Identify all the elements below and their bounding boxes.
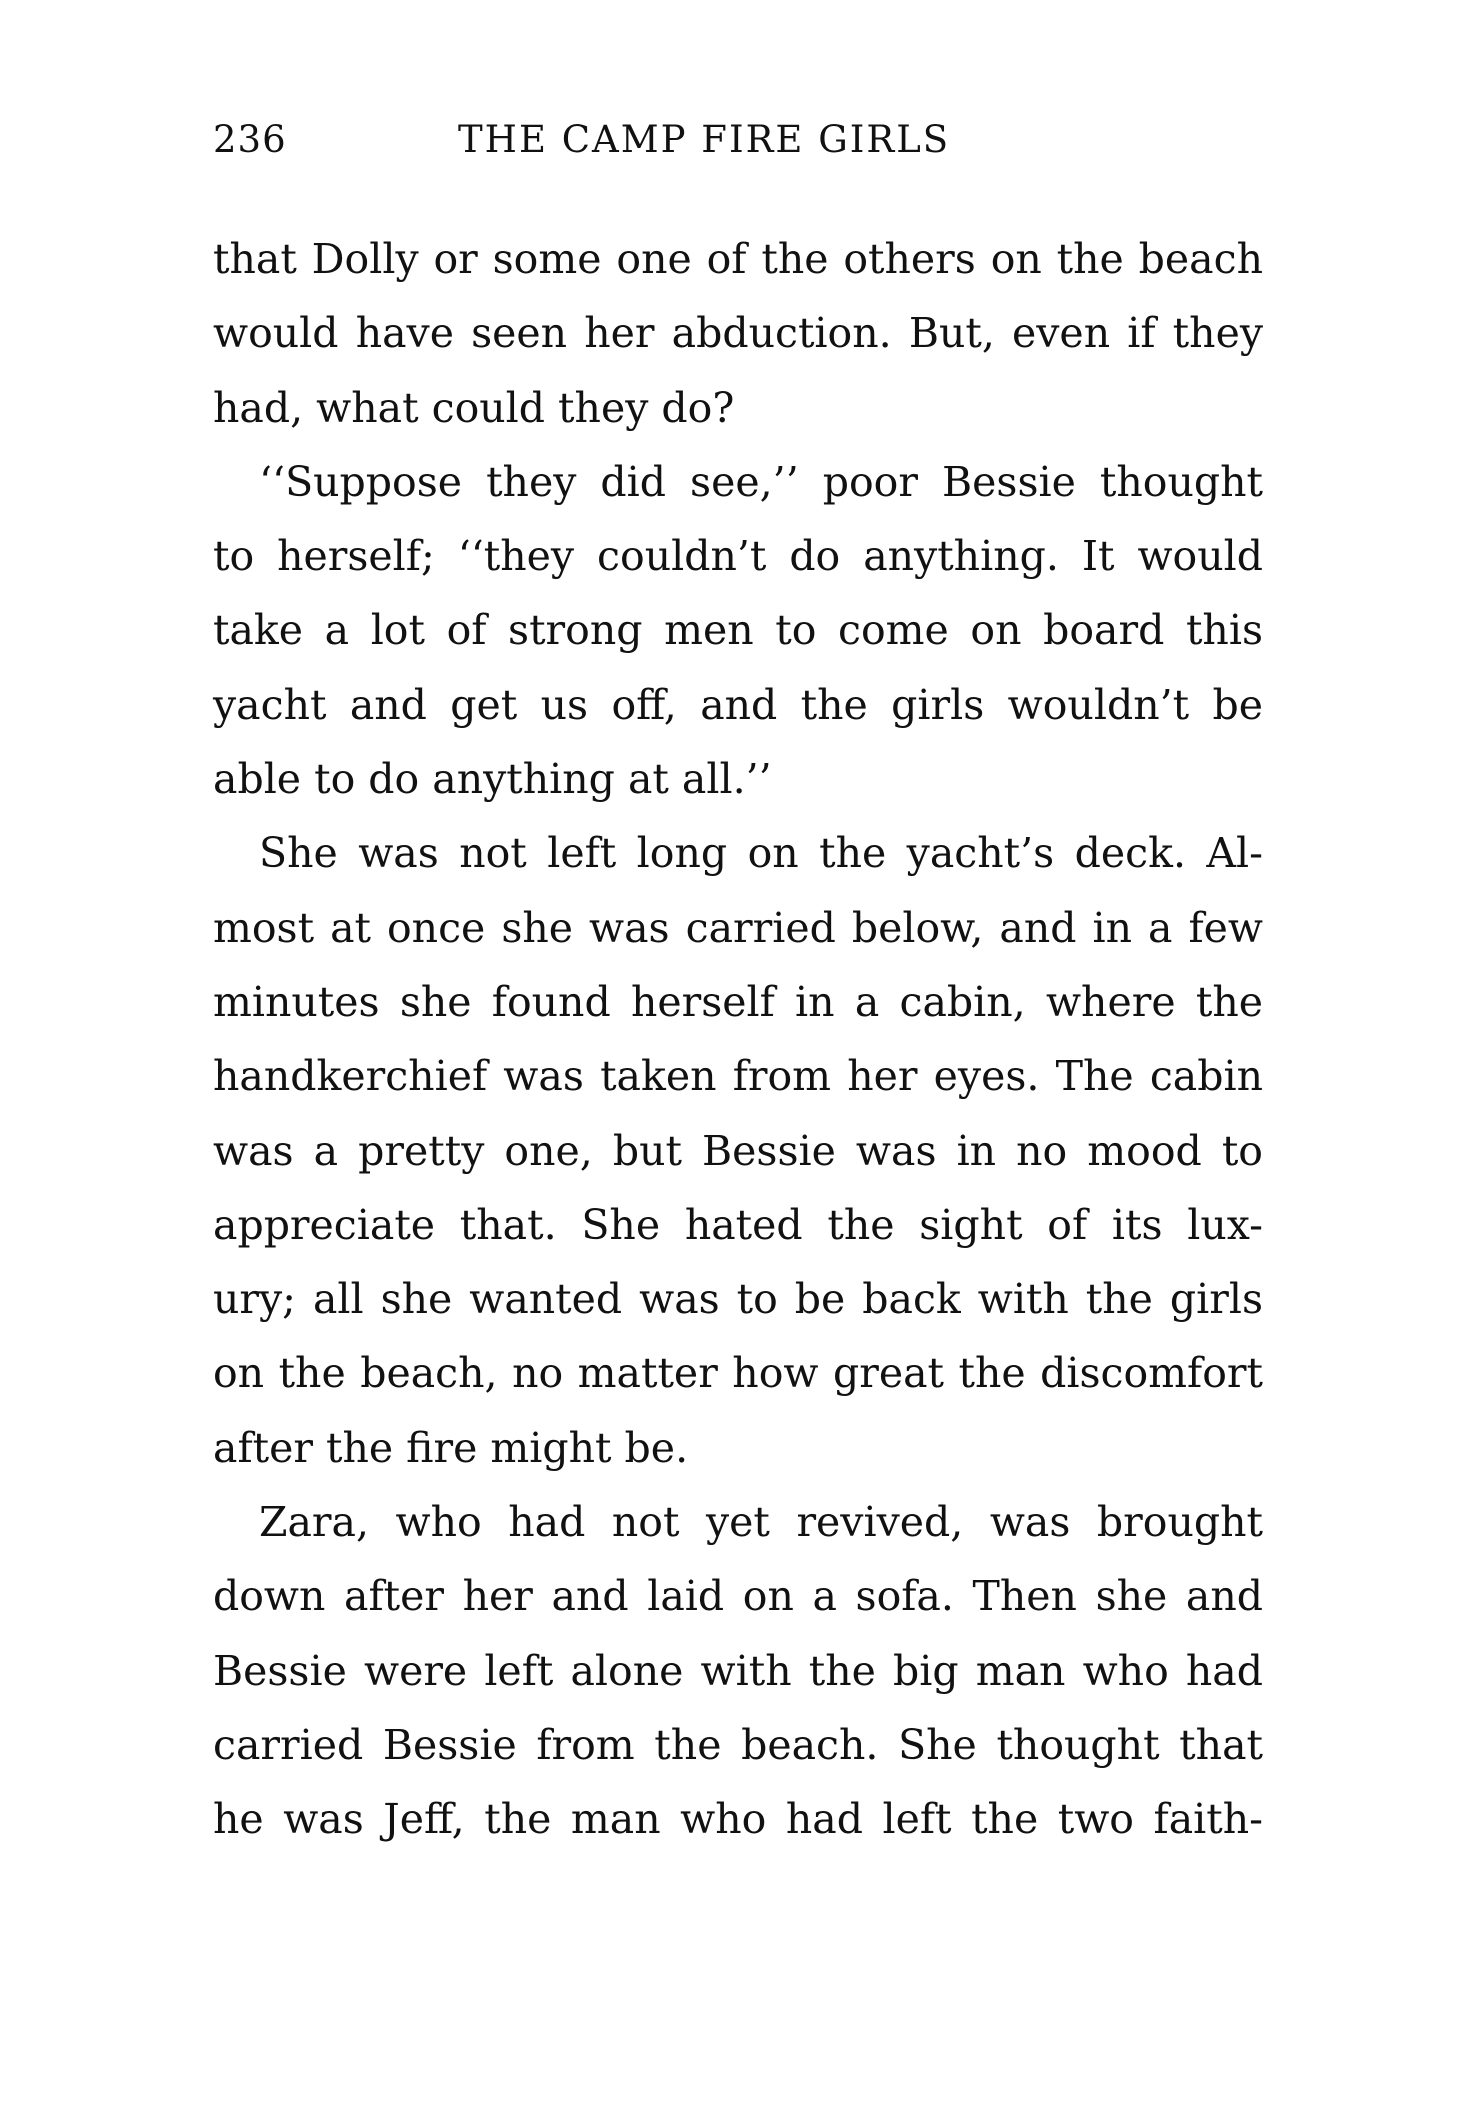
text-line: ury; all she wanted was to be back with the girls (213, 1275, 1263, 1324)
text-line: had, what could they do? (213, 383, 735, 432)
text-line: ‘‘Suppose they did see,’’ poor Bessie thought (259, 457, 1263, 506)
text-line: down after her and laid on a sofa. Then she and (213, 1572, 1263, 1621)
text-line: that Dolly or some one of the others on the beach (213, 235, 1263, 283)
text-line: able to do anything at all.’’ (213, 755, 772, 804)
page-number: 236 (213, 118, 287, 161)
text-line: Zara, who had not yet revived, was brought (259, 1498, 1263, 1547)
text-line: carried Bessie from the beach. She thought that (213, 1720, 1263, 1769)
text-line: would have seen her abduction. But, even if they (213, 309, 1263, 358)
text-line: on the beach, no matter how great the discomfort (213, 1349, 1263, 1398)
text-line: most at once she was carried below, and in a few (213, 903, 1263, 952)
text-line: take a lot of strong men to come on board this (213, 606, 1263, 655)
text-line: yacht and get us off, and the girls wouldn’t be (213, 680, 1263, 729)
text-line: was a pretty one, but Bessie was in no mood to (213, 1126, 1263, 1175)
running-title: THE CAMP FIRE GIRLS (458, 118, 951, 161)
text-line: to herself; ‘‘they couldn’t do anything. It would (213, 532, 1263, 581)
text-line: minutes she found herself in a cabin, where the (213, 977, 1263, 1026)
text-line: after the fire might be. (213, 1423, 689, 1472)
text-line: She was not left long on the yacht’s deck. Al- (259, 829, 1263, 878)
text-line: appreciate that. She hated the sight of its lux- (213, 1200, 1263, 1249)
body-text (213, 222, 1263, 1857)
running-head (213, 118, 1263, 178)
text-line: he was Jeff, the man who had left the two faith- (213, 1795, 1263, 1844)
text-line: handkerchief was taken from her eyes. The cabin (213, 1052, 1263, 1101)
text-line: Bessie were left alone with the big man who had (213, 1646, 1263, 1695)
